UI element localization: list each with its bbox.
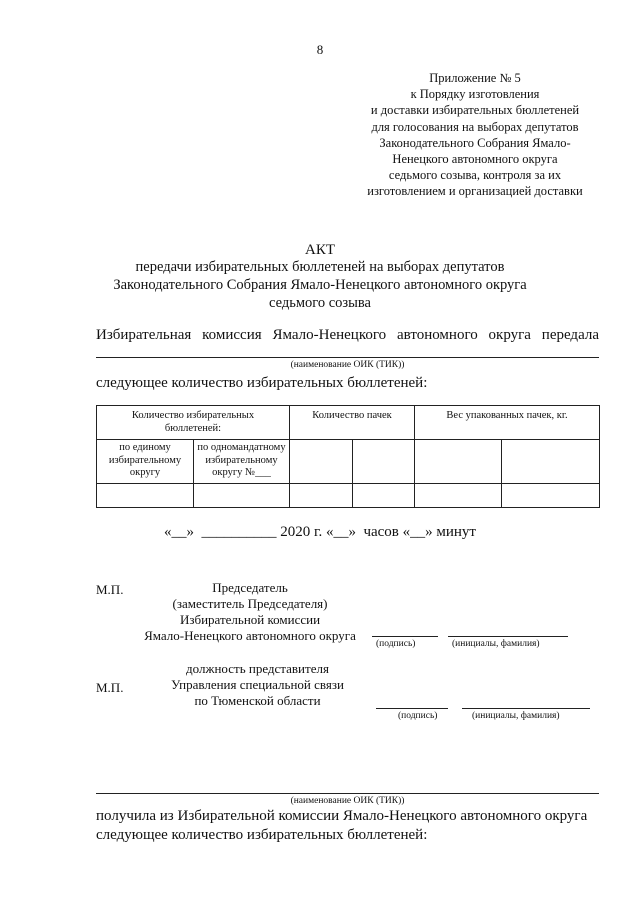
oik-caption: (наименование ОИК (ТИК)): [290, 360, 405, 370]
table-cell[interactable]: [353, 440, 415, 484]
table-cell[interactable]: [415, 484, 502, 508]
header-weight: Вес упакованных пачек, кг.: [415, 406, 600, 440]
appendix-line: и доставки избирательных бюллетеней: [370, 103, 580, 118]
table-cell[interactable]: [502, 484, 600, 508]
rep-signature-field[interactable]: [376, 708, 448, 709]
appendix-line: Приложение № 5: [429, 71, 521, 85]
subheader-single-mandate-district: по одномандатному избирательному округу №___: [194, 440, 290, 484]
date-time-line: «__» __________ 2020 г. «__» часов «__» минут: [163, 524, 476, 540]
act-subtitle-line: передачи избирательных бюллетеней на выборах депутатов: [135, 259, 505, 275]
commission-line: Избирательная комиссия Ямало-Ненецкого автономного округа передала: [96, 327, 599, 343]
stamp-place-label: М.П.: [96, 680, 124, 695]
initials-caption: (инициалы, фамилия): [472, 711, 560, 721]
rep-line: Управления специальной связи: [171, 677, 344, 692]
table-cell[interactable]: [290, 484, 353, 508]
oik-name-field-bottom[interactable]: [96, 793, 599, 794]
table-cell[interactable]: [415, 440, 502, 484]
table-cell[interactable]: [502, 440, 600, 484]
stamp-place-label: М.П.: [96, 582, 124, 597]
appendix-line: Законодательного Собрания Ямало-: [379, 135, 571, 150]
appendix-block: [340, 70, 610, 200]
oik-caption-bottom: (наименование ОИК (ТИК)): [290, 796, 405, 806]
chair-signature-field[interactable]: [372, 636, 438, 637]
act-subtitle: [0, 258, 640, 312]
appendix-line: седьмого созыва, контроля за их: [388, 168, 562, 183]
appendix-line: изготовлением и организацией доставки: [367, 184, 583, 199]
act-subtitle-line: седьмого созыва: [269, 295, 371, 311]
ballots-table: [96, 405, 600, 508]
chair-initials-field[interactable]: [448, 636, 568, 637]
rep-line: по Тюменской области: [194, 693, 321, 708]
appendix-line: к Порядку изготовления: [410, 87, 540, 102]
appendix-line: Ненецкого автономного округа: [392, 152, 558, 167]
header-packs: Количество пачек: [290, 406, 415, 440]
table-cell[interactable]: [353, 484, 415, 508]
table-cell[interactable]: [194, 484, 290, 508]
rep-initials-field[interactable]: [462, 708, 590, 709]
representative-signatory: [130, 661, 385, 709]
chair-line: (заместитель Председателя): [172, 596, 328, 611]
page-number: 8: [316, 42, 324, 57]
appendix-line: для голосования на выборах депутатов: [371, 119, 579, 134]
act-subtitle-line: Законодательного Собрания Ямало-Ненецкого автономного округа: [113, 277, 527, 293]
chair-line: Ямало-Ненецкого автономного округа: [144, 628, 356, 643]
chair-line: Председатель: [212, 580, 288, 595]
oik-name-field[interactable]: [96, 357, 599, 358]
rep-line: должность представителя: [186, 661, 329, 676]
header-ballots: Количество избирательных бюллетеней:: [97, 406, 290, 440]
initials-caption: (инициалы, фамилия): [452, 639, 540, 649]
table-cell[interactable]: [97, 484, 194, 508]
table-cell[interactable]: [290, 440, 353, 484]
chair-signatory: [130, 580, 370, 644]
act-title: АКТ: [305, 242, 335, 258]
signature-caption: (подпись): [376, 639, 416, 649]
following-quantity-text: следующее количество избирательных бюллетеней:: [96, 375, 428, 391]
received-text-line: получила из Избирательной комиссии Ямало-Ненецкого автономного округа: [96, 808, 588, 824]
subheader-single-district: по единому избирательному округу: [97, 440, 194, 484]
chair-line: Избирательной комиссии: [179, 612, 321, 627]
received-text-line: следующее количество избирательных бюллетеней:: [96, 827, 428, 843]
signature-caption: (подпись): [398, 711, 438, 721]
